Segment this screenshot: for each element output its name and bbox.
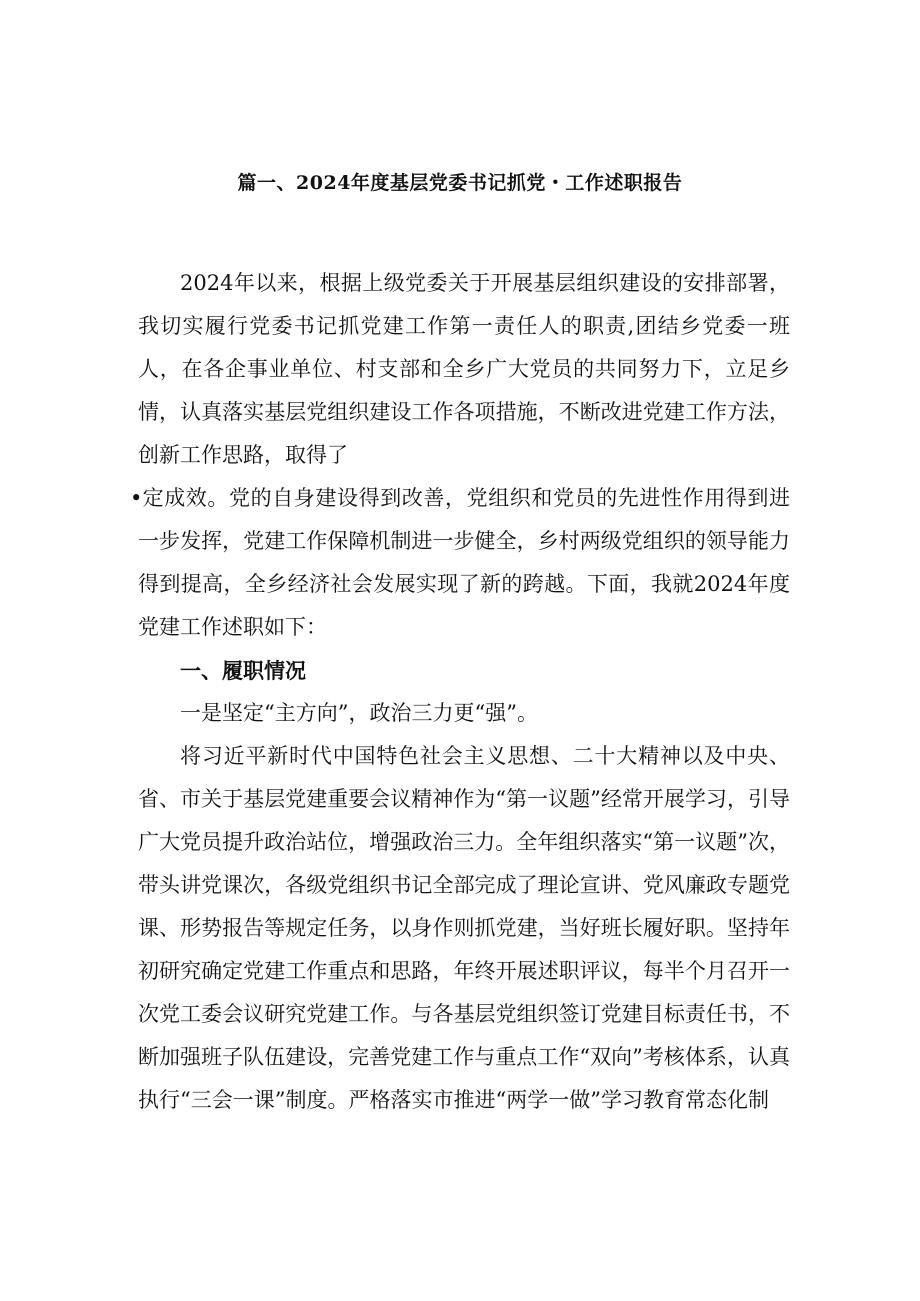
main-paragraph: 将习近平新时代中国特色社会主义思想、二十大精神以及中央、省、市关于基层党建重要会议精神作为“第一议题”经常开展学习，引导广大党员提升政治站位，增强政治三力。全年组织落实“第一议题”次，带头讲党课次，各级党组织书记全部完成了理论宣讲、党风廉政专题党课、形势报告等规定任务，以身作则抓党建，当好班长履好职。坚持年初研究确定党建工作重点和思路，年终开展述职评议，每半个月召开一次党工委会议研究党建工作。与各基层党组织签订党建目标责任书，不断加强班子队伍建设，完善党建工作与重点工作“双向”考核体系，认真执行“三会一课”制度。严格落实市推进“两学一做”学习教育常态化制 xyxy=(138,744,790,1112)
continuation-paragraph xyxy=(130,477,790,649)
document-title: 篇一、2024年度基层党委书记抓党・工作述职报告 xyxy=(237,172,683,194)
document-body xyxy=(130,262,790,1122)
subheading-paragraph: 一是坚定“主方向”，政治三力更“强”。 xyxy=(180,701,538,725)
continuation-text: 定成效。党的自身建设得到改善，党组织和党员的先进性作用得到进一步发挥，党建工作保障机制进一步健全，乡村两级党组织的领导能力得到提高，全乡经济社会发展实现了新的跨越。下面，我就2024年度党建工作述职如下： xyxy=(138,486,790,639)
section-heading: 一、履职情况 xyxy=(180,658,306,683)
intro-paragraph: 2024年以来，根据上级党委关于开展基层组织建设的安排部署，我切实履行党委书记抓党建工作第一责任人的职责,团结乡党委一班人，在各企事业单位、村支部和全乡广大党员的共同努力下，立足乡情，认真落实基层党组织建设工作各项措施，不断改进党建工作方法，创新工作思路，取得了 xyxy=(138,271,790,467)
bullet-mark: • xyxy=(130,486,143,510)
